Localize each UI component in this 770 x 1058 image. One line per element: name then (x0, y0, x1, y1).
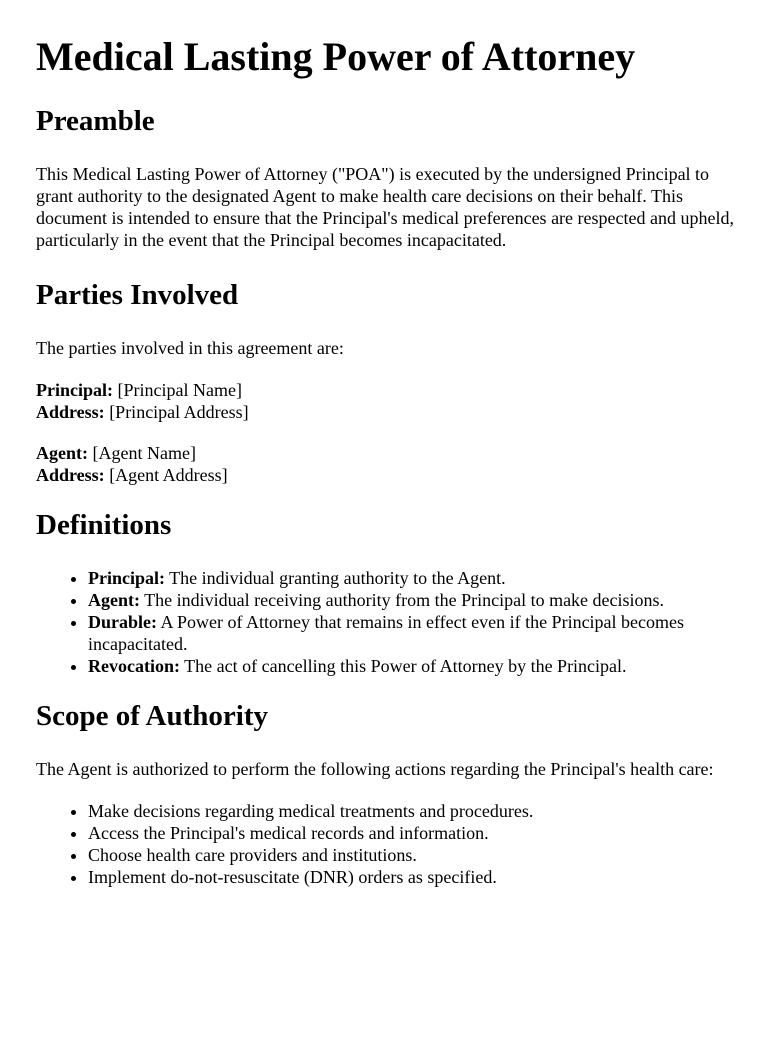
definitions-list (36, 567, 734, 677)
scope-item: • Choose health care providers and institutions. (88, 844, 734, 866)
definition-text: A Power of Attorney that remains in effect even if the Principal becomes incapacitated. (88, 612, 685, 654)
scope-item: • Make decisions regarding medical treatments and procedures. (88, 800, 734, 822)
parties-intro: The parties involved in this agreement are: (36, 338, 344, 358)
definition-term: Durable: (88, 612, 157, 632)
agent-name-value: [Agent Name] (88, 443, 196, 463)
principal-block (36, 379, 734, 423)
scope-heading: Scope of Authority (36, 700, 268, 732)
parties-heading: Parties Involved (36, 279, 239, 311)
definition-item (88, 655, 734, 677)
document-page (0, 34, 770, 888)
scope-item: • Access the Principal's medical records and information. (88, 822, 734, 844)
definition-item (88, 589, 734, 611)
agent-address-value: [Agent Address] (104, 465, 228, 485)
scope-intro: The Agent is authorized to perform the following actions regarding the Principal's health care: (36, 759, 714, 779)
scope-list (36, 800, 734, 888)
principal-name-value: [Principal Name] (113, 380, 242, 400)
principal-name-label: Principal: (36, 380, 113, 400)
principal-address-label: Address: (36, 402, 105, 422)
principal-address-value: [Principal Address] (104, 402, 249, 422)
definition-item (88, 611, 734, 655)
agent-block (36, 442, 734, 486)
document-title: Medical Lasting Power of Attorney (36, 34, 636, 79)
definition-term: Principal: (88, 568, 165, 588)
definition-text: The individual granting authority to the Agent. (165, 568, 506, 588)
definition-text: The individual receiving authority from the Principal to make decisions. (140, 590, 665, 610)
definition-text: The act of cancelling this Power of Attorney by the Principal. (179, 656, 627, 676)
definitions-heading: Definitions (36, 509, 172, 541)
agent-name-label: Agent: (36, 443, 88, 463)
definition-term: Revocation: (88, 656, 180, 676)
preamble-text: This Medical Lasting Power of Attorney ("POA") is executed by the undersigned Principal to grant authority to the designated Agent to make health care decisions on their behalf. This document is intended to ensure that the Principal's medical preferences are respected and upheld, particularly in the event that the Principal becomes incapacitated. (36, 164, 734, 250)
agent-address-label: Address: (36, 465, 105, 485)
preamble-heading: Preamble (36, 105, 155, 137)
scope-item: • Implement do-not-resuscitate (DNR) orders as specified. (88, 866, 734, 888)
definition-term: Agent: (88, 590, 140, 610)
definition-item (88, 567, 734, 589)
